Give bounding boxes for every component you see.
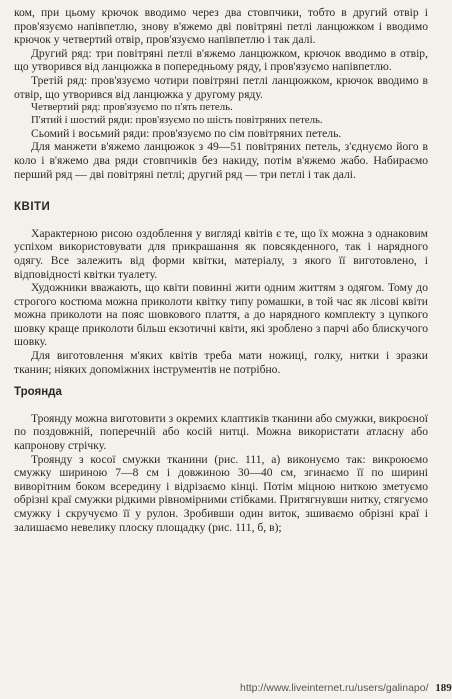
page-number: 189 xyxy=(435,682,452,694)
section-title: КВІТИ xyxy=(14,201,51,214)
paragraph-rose-intro: Троянду можна виготовити з окремих клаптиків тканини або смужки, викроєної по поздовжній, поперечній або косій нитці. Можна використати атласну або капронову стрічку. xyxy=(14,411,428,453)
watermark-url[interactable]: http://www.liveinternet.ru/users/galinapo/ xyxy=(240,682,429,694)
paragraph-row-2: Другий ряд: три повітряні петлі в'яжемо ланцюжком, крючок вводимо в отвір, що утворився від ланцюжка в попередньому ряду, і пров'язуємо напівпетлю. xyxy=(14,46,428,74)
paragraph-rose-steps: Троянду з косої смужки тканини (рис. 111, а) виконуємо так: викроюємо смужку шириною 7—8 см і довжиною 30—40 см, згинаємо її по ширині виворітним боком всередину і відрізаємо кінці. Потім міцною ниткою зметуємо обрізні краї смужки рідкими рівномірними стібками. Притягнувши нитку, стягуємо смужку і скручуємо її у рулон. Зробивши один виток, зшиваємо обрізні краї і залишаємо невелику плоску площадку (рис. 111, б, в); xyxy=(14,452,428,534)
paragraph-row-7-8: Сьомий і восьмий ряди: пров'язуємо по сім повітряних петель. xyxy=(31,126,342,140)
paragraph-flowers-intro: Характерною рисою оздоблення у вигляді квітів є те, що їх можна з однаковим успіхом використовувати для прикрашання як повсякденного, так і нарядного одягу. Все залежить від форми квітки, матеріалу, з якого її виготовлено, і відповідності квітки туалету. xyxy=(14,226,428,281)
paragraph-flowers-artists: Художники вважають, що квіти повинні жити одним життям з одягом. Тому до строгого костюма можна приколоти квітку типу ромашки, в той час як лісові квіти можна приколоти на пояс шовкового плаття, а до нарядного комплекту з цупкого шовку краще приколоти більш екзотичні квіти, які зроблено з парчі або блискучого шовку. xyxy=(14,281,428,349)
paragraph-flowers-tools: Для виготовлення м'яких квітів треба мати ножиці, голку, нитки і зразки тканин; ніяких допоміжних інструментів не потрібно. xyxy=(14,349,428,376)
paragraph-row-4: Четвертий ряд: пров'язуємо по п'ять петель. xyxy=(31,101,233,114)
paragraph-cuff: Для манжети в'яжемо ланцюжок з 49—51 повітряних петель, з'єднуємо його в коло і в'яжемо два ряди стовпчиків без накиду, потім в'яжемо жабо. Набираємо перший ряд — дві повітряні петлі; другий ряд — три петлі і так далі. xyxy=(14,140,428,181)
page-footer xyxy=(240,682,452,695)
paragraph-continued: ком, при цьому крючок вводимо через два стовпчики, тобто в другий отвір і пров'язуємо напівпетлю, знову в'яжемо дві повітряні петлі ланцюжком і вводимо крючок у четвертий отвір, пров'язуємо напівпетлю і так далі. xyxy=(14,6,428,47)
paragraph-row-3: Третій ряд: пров'язуємо чотири повітряні петлі ланцюжком, крючок вводимо в отвір, що утворився від ланцюжка у другому ряду. xyxy=(14,73,428,101)
paragraph-row-5-6: П'ятий і шостий ряди: пров'язуємо по шість повітряних петель. xyxy=(31,113,323,126)
subsection-title: Троянда xyxy=(14,386,62,399)
page-content xyxy=(14,6,428,534)
